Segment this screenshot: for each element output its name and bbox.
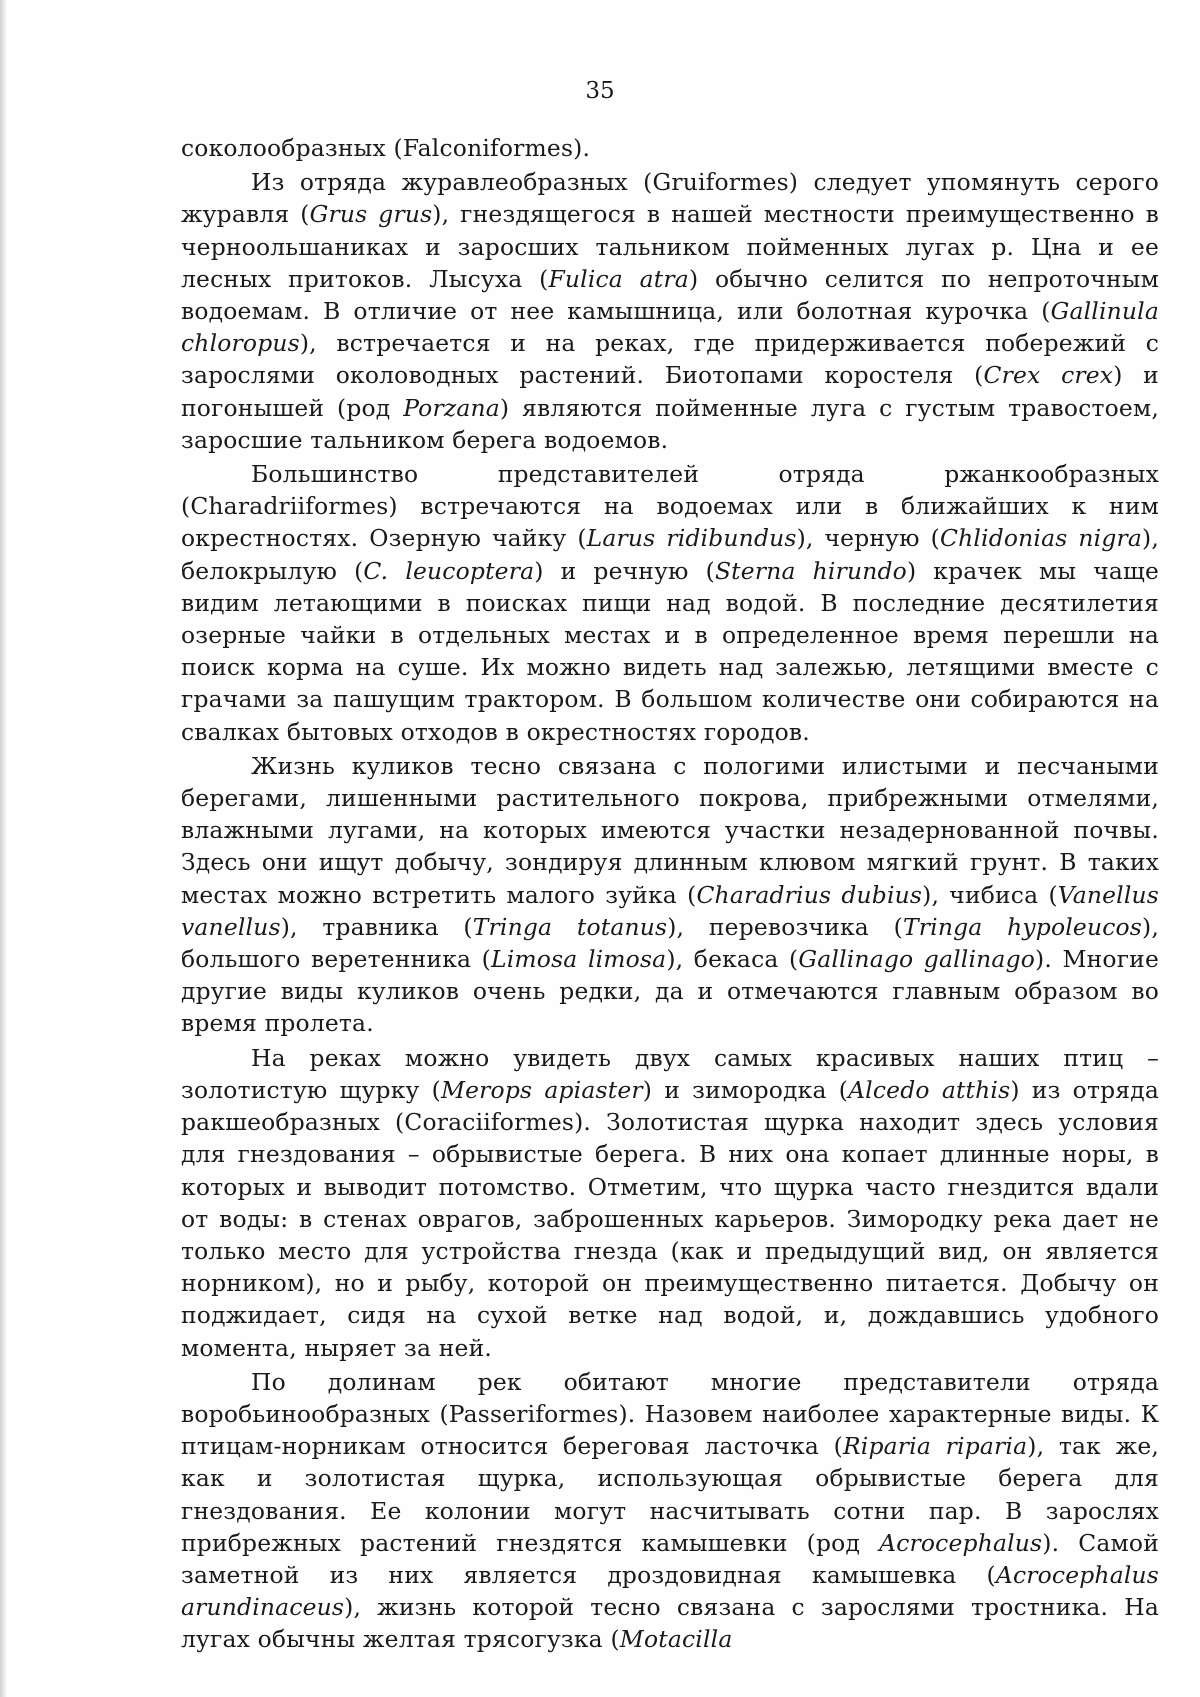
latin-species-name: Acrocephalus arundinaceus [181,1560,1159,1622]
latin-species-name: Sterna hirundo [714,556,907,585]
latin-species-name: Merops apiaster [440,1075,643,1104]
text-run: ) обычно селится по непроточным водоемам. В отличие от нее камышница, или болотная курочка ( [181,264,1160,326]
latin-species-name: Riparia riparia [842,1432,1028,1461]
latin-species-name: Acrocephalus [879,1528,1043,1557]
paragraph [181,166,1159,456]
latin-species-name: Fulica atra [548,264,689,293]
text-run: Большинство представителей отряда ржанкообразных (Charadriiformes) встречаются на водоемах или в ближайших к ним окрестностях. Озерную чайку ( [181,460,1159,553]
text-run: ), жизнь которой тесно связана с зарослями тростника. На лугах обычны желтая трясогузка ( [181,1593,1159,1654]
text-run: ), бекаса ( [666,945,799,974]
latin-species-name: Limosa limosa [491,945,667,974]
text-run: ) и зимородка ( [642,1075,849,1104]
text-run: ) крачек мы чаще видим летающими в поисках пищи над водой. В последние десятилетия озерные чайки в отдельных местах и в определенное время перешли на поиск корма на суше. Их можно видеть над залежью, летящими вместе с грачами за пашущим трактором. В большом количестве они собираются на свалках бытовых отходов в окрестностях городов. [181,556,1160,746]
latin-species-name: Larus ridibundus [586,524,797,553]
latin-species-name: Alcedo atthis [848,1075,1011,1104]
latin-species-name: Tringa hypoleucos [902,912,1143,941]
text-run: соколообразных (Falconiformes). [181,134,591,162]
text-run: По долинам рек обитают многие представители отряда воробьинообразных (Passeriformes). Назовем наиболее характерные виды. К птицам-норникам относится береговая ласточка ( [181,1367,1159,1461]
text-run: Жизнь куликов тесно связана с пологими илистыми и песчаными берегами, лишенными растительного покрова, прибрежными отмелями, влажными лугами, на которых имеются участки незадернованной почвы. Здесь они ищут добычу, зондируя длинным клювом мягкий грунт. В таких местах можно встретить малого зуйка ( [181,751,1159,909]
latin-species-name: Gallinula chloropus [181,297,1159,358]
latin-species-name: Vanellus vanellus [181,880,1159,941]
text-run: ), так же, как и золотистая щурка, использующая обрывистые берега для гнездования. Ее колонии могут насчитывать сотни пар. В зарослях прибрежных растений гнездятся камышевки (род [181,1432,1159,1557]
body-text [181,132,1159,1656]
text-run: Из отряда журавлеобразных (Gruiformes) следует упомянуть серого журавля ( [181,168,1159,229]
text-run: ), гнездящегося в нашей местности преимущественно в черноольшаниках и заросших тальником пойменных лугах р. Цна и ее лесных притоков. Лысуха ( [181,200,1159,293]
text-run: ), большого веретенника ( [181,912,1159,974]
latin-species-name: Porzana [403,393,500,422]
text-run: ), черную ( [796,524,940,553]
text-run: ), белокрылую ( [181,524,1159,585]
paragraph [181,1042,1159,1364]
latin-species-name: Motacilla [619,1625,733,1654]
text-run: ) и речную ( [534,556,715,585]
scan-edge-shadow [0,0,6,1697]
text-run: ) являются пойменные луга с густым травостоем, заросшие тальником берега водоемов. [181,393,1159,454]
latin-species-name: Tringa totanus [472,912,668,941]
paragraph [181,1366,1159,1656]
text-run: ) из отряда ракшеобразных (Coraciiformes). Золотистая щурка находит здесь условия для гнездования – обрывистые берега. В них она копает длинные норы, в которых и выводит потомство. Отметим, что щурка часто гнездится вдали от воды: в стенах оврагов, заброшенных карьеров. Зимородку река дает не только место для устройства гнезда (как и предыдущий вид, он является норником), но и рыбу, которой он преимущественно питается. Добычу он поджидает, сидя на сухой ветке над водой, и, дождавшись удобного момента, ныряет за ней. [181,1075,1159,1362]
latin-species-name: Charadrius dubius [696,880,923,909]
page-number: 35 [585,78,615,104]
text-run: ). Многие другие виды куликов очень редки, да и отмечаются главным образом во время пролета. [181,945,1160,1038]
latin-species-name: Gallinago gallinago [798,945,1036,974]
paragraph [181,750,1159,1040]
text-run: На реках можно увидеть двух самых красивых наших птиц – золотистую щурку ( [181,1043,1159,1104]
latin-species-name: Chlidonias nigra [939,524,1143,553]
paragraph [181,132,1159,164]
text-run: ), встречается и на реках, где придерживается побережий с зарослями околоводных растений. Биотопами коростеля ( [181,329,1159,390]
text-run: ), чибиса ( [922,880,1058,909]
paragraph [181,458,1159,748]
latin-species-name: Grus grus [309,200,433,229]
text-run: ) и погонышей (род [181,361,1159,422]
text-run: ), травника ( [280,912,473,941]
text-run: ). Самой заметной из них является дроздовидная камышевка ( [181,1528,1159,1589]
latin-species-name: C. leucoptera [363,556,535,585]
text-run: ), перевозчика ( [667,912,903,941]
latin-species-name: Crex crex [983,361,1114,390]
